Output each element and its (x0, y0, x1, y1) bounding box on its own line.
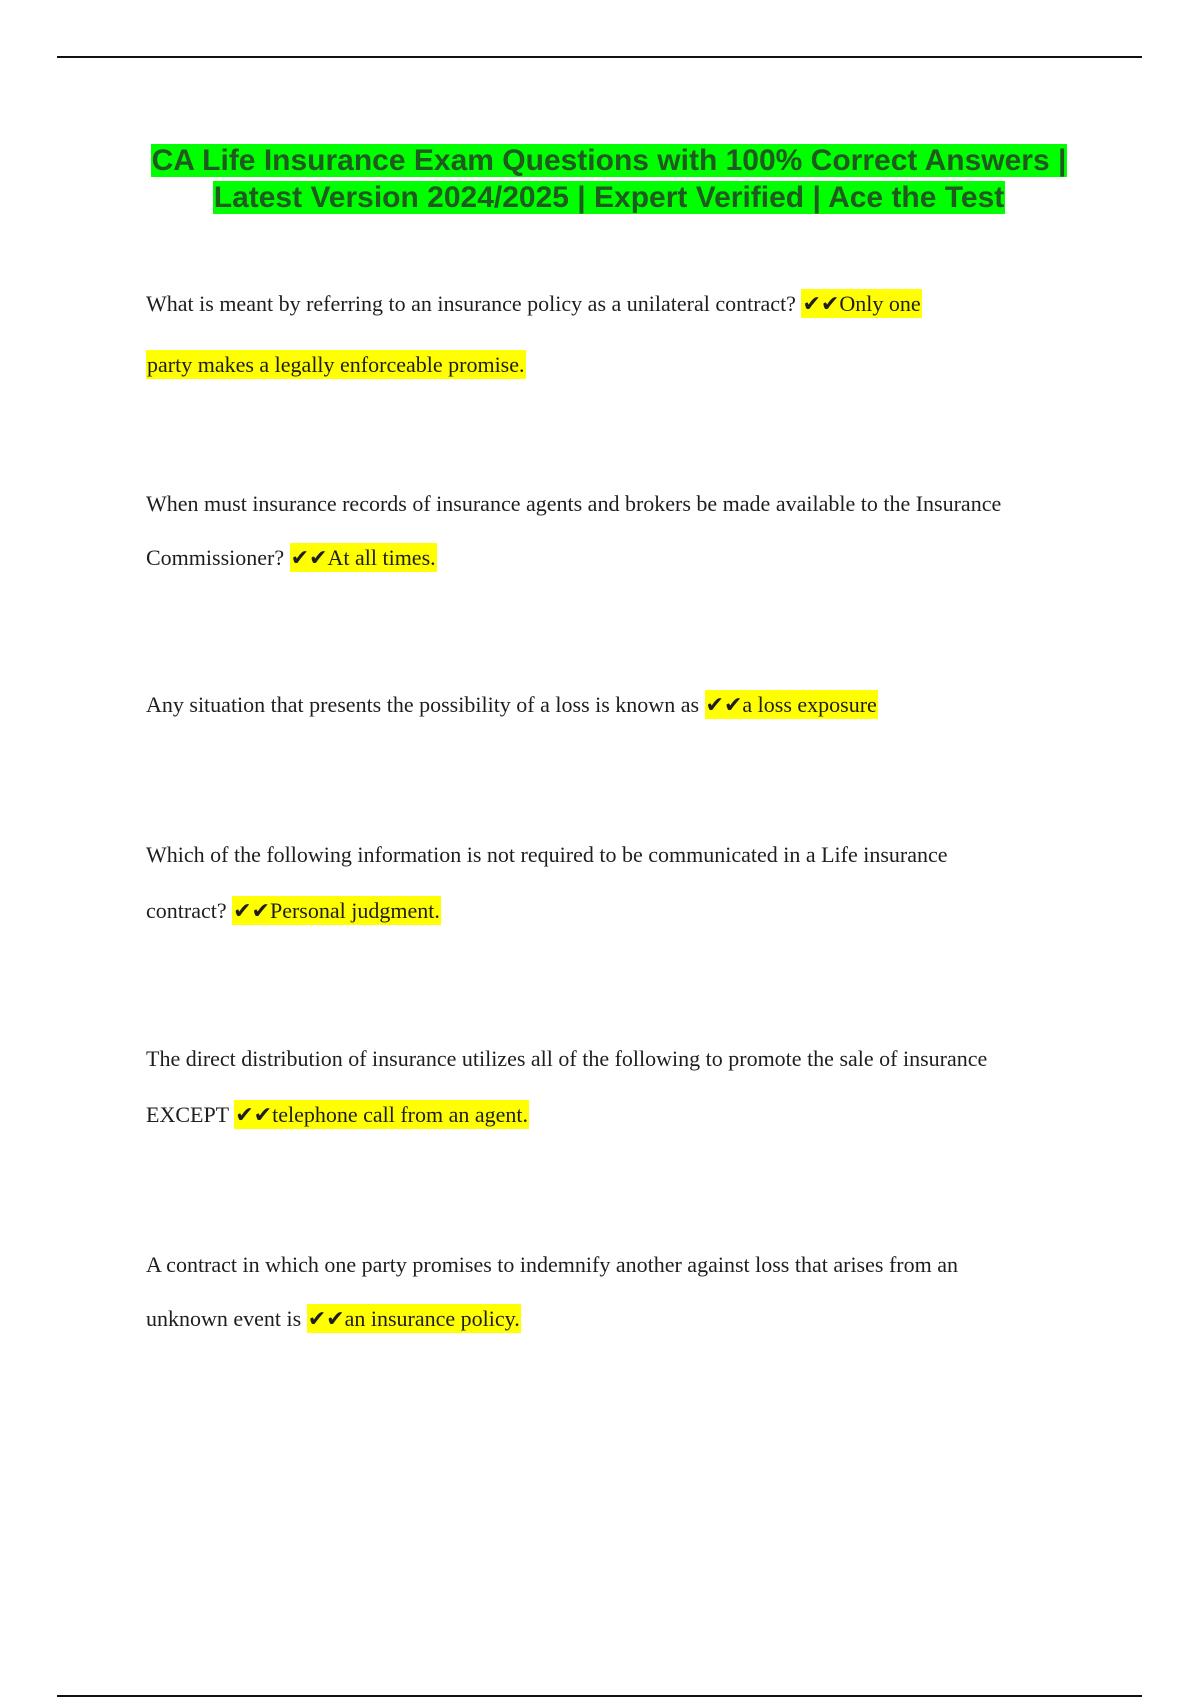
answer-highlight: ✔✔a loss exposure (705, 692, 877, 717)
qa-item (146, 1044, 987, 1130)
question-line (146, 690, 878, 720)
question-text: The direct distribution of insurance utilizes all of the following to promote the sale of insurance (146, 1046, 988, 1071)
qa-item (146, 1250, 958, 1334)
question-text: EXCEPT (146, 1102, 229, 1127)
answer-highlight: ✔✔Only one (802, 291, 921, 316)
answer-highlight: ✔✔Personal judgment. (233, 898, 440, 923)
question-text: Any situation that presents the possibility of a loss is known as (146, 692, 700, 717)
question-text: When must insurance records of insurance agents and brokers be made available to the Insurance (146, 491, 1002, 516)
question-text: unknown event is (146, 1306, 302, 1331)
question-line (146, 489, 1001, 519)
answer-line (146, 350, 922, 380)
question-line (146, 1044, 987, 1074)
question-line (146, 896, 948, 926)
answer-highlight: ✔✔At all times. (290, 545, 436, 570)
question-line (146, 1100, 987, 1130)
question-text: contract? (146, 898, 227, 923)
qa-item (146, 690, 878, 720)
bottom-divider (57, 1695, 1142, 1697)
question-line (146, 840, 948, 870)
answer-highlight: ✔✔an insurance policy. (307, 1306, 520, 1331)
qa-item (146, 289, 922, 380)
question-line (146, 289, 922, 319)
question-line (146, 543, 1001, 573)
document-title-text: CA Life Insurance Exam Questions with 100% Correct Answers | Latest Version 2024/2025 | Expert Verified | Ace the Test (151, 144, 1067, 214)
top-divider (57, 56, 1142, 58)
document-title (130, 143, 1088, 216)
qa-item (146, 840, 948, 926)
question-line (146, 1304, 958, 1334)
question-text: What is meant by referring to an insurance policy as a unilateral contract? (146, 291, 796, 316)
question-line (146, 1250, 958, 1280)
answer-highlight: ✔✔telephone call from an agent. (235, 1102, 529, 1127)
question-text: Commissioner? (146, 545, 285, 570)
question-text: A contract in which one party promises to indemnify another against loss that arises from an (146, 1252, 958, 1277)
question-text: Which of the following information is not required to be communicated in a Life insurance (146, 842, 948, 867)
qa-item (146, 489, 1001, 573)
answer-highlight: party makes a legally enforceable promise. (147, 352, 525, 377)
